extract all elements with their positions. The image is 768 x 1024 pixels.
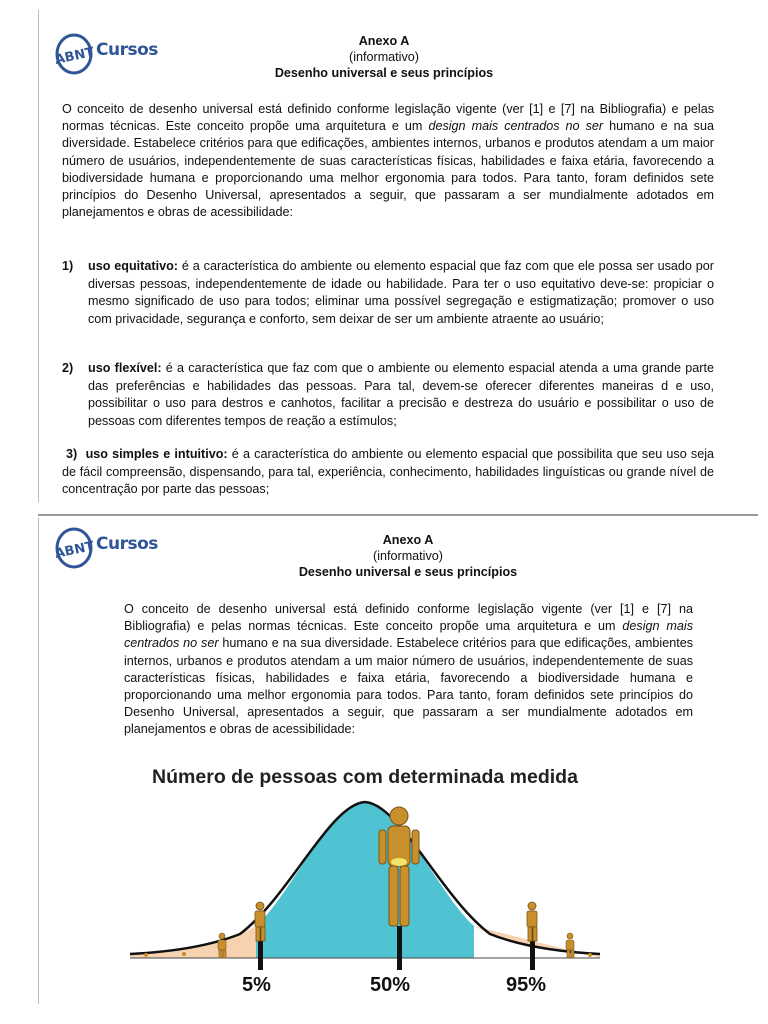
logo-text: Cursos [96, 534, 158, 554]
principle-item-1 [62, 258, 714, 328]
human-figure-small-left [255, 902, 265, 941]
annex-title: Anexo A [358, 34, 410, 48]
page1-intro-paragraph: O conceito de desenho universal está definido conforme legislação vigente (ver [1] e [7] na Bibliografia) e pelas normas técnicas. Este conceito propõe uma arquitetura e um design mais centrados no ser humano e na sua diversidade. Estabelece critérios para que edificações, ambientes internos, urbanos e produtos atendam a um maior número de usuários, independentemente de suas características físicas, habilidades e faixa etária, favorecendo a biodiversidade humana e proporcionando uma melhor ergonomia para todos. Para tanto, foram definidos sete princípios do Desenho Universal, apresentados a seguir, que passaram a ser mundialmente adotados em planejamentos e obras de acessibilidade: [62, 102, 714, 220]
annex-subtitle: (informativo) [373, 549, 443, 563]
principle-item-2 [62, 360, 714, 430]
human-figure-small-right [527, 902, 537, 941]
annex-heading: Desenho universal e seus princípios [274, 66, 494, 80]
population-distribution-figure [130, 766, 600, 998]
tail-marker [588, 953, 592, 957]
item-term: uso equitativo: [88, 259, 178, 273]
item-term: uso simples e intuitivo: [85, 447, 228, 461]
page1-header [0, 33, 768, 81]
item-number: 1) [62, 259, 74, 273]
human-figure-tiny-right [566, 933, 574, 958]
logo-text: Cursos [96, 40, 158, 60]
annex-heading: Desenho universal e seus princípios [298, 565, 518, 579]
annex-title: Anexo A [382, 533, 434, 547]
item-text: é a característica que faz com que o ambiente ou elemento espacial atenda a uma grande parte das preferências e habilidades das pessoas. Para tal, devem-se oferecer diferentes maneiras d e uso, possibilitar o uso para destros e canhotos, facilitar a precisão e destreza do usuário e possibilitar o uso de pessoas com diferentes tempos de reação a estímulos; [88, 361, 714, 428]
page2-header [24, 532, 768, 580]
page-separator [38, 514, 758, 516]
bell-curve-graphic [130, 766, 600, 998]
tail-marker [144, 953, 148, 957]
human-figure-tiny-left [218, 933, 226, 958]
item-text: é a característica do ambiente ou elemento espacial que faz com que ele possa ser usado por diversas pessoas, independentemente de idade ou habilidade. Para ter o uso equitativo deve-se: propiciar o mesmo significado de uso para todos; eliminar uma possível segregação e estigmatização; promover o uso com privacidade, segurança e conforto, sem deixar de ser um ambiente atraente ao usuário; [88, 259, 714, 326]
item-text: é a característica do ambiente ou elemento espacial que possibilita que seu uso seja de fácil compreensão, dispensando, para tal, experiência, conhecimento, habilidades linguísticas ou grande nível de concentração por parte das pessoas; [62, 447, 715, 497]
principle-item-3 [62, 446, 714, 499]
percentile-bar-50 [397, 926, 402, 970]
item-term: uso flexível: [88, 361, 162, 375]
percentile-label-5: 5% [242, 974, 271, 996]
percentile-label-95: 95% [506, 974, 547, 996]
item-number: 3) [66, 447, 78, 461]
page-left-border [38, 518, 39, 1004]
page2-intro-paragraph: O conceito de desenho universal está definido conforme legislação vigente (ver [1] e [7] na Bibliografia) e pelas normas técnicas. Este conceito propõe uma arquitetura e um design mais centrados no ser humano e na sua diversidade. Estabelece critérios para que edificações, ambientes internos, urbanos e produtos atendam a um maior número de usuários, independentemente de suas características físicas, habilidades e faixa etária, favorecendo a biodiversidade humana e proporcionando uma melhor ergonomia para todos. Para tanto, foram definidos sete princípios do Desenho Universal, apresentados a seguir, que passaram a ser mundialmente adotados em planejamentos e obras de acessibilidade: [124, 602, 693, 737]
logo-seal-text: ABNT [54, 44, 94, 68]
page-left-border [38, 10, 39, 502]
percentile-label-50: 50% [370, 974, 411, 996]
figure-title: Número de pessoas com determinada medida [152, 766, 578, 788]
logo-seal-text: ABNT [54, 538, 94, 562]
tail-marker [182, 952, 186, 956]
item-number: 2) [62, 361, 74, 375]
annex-subtitle: (informativo) [349, 50, 419, 64]
